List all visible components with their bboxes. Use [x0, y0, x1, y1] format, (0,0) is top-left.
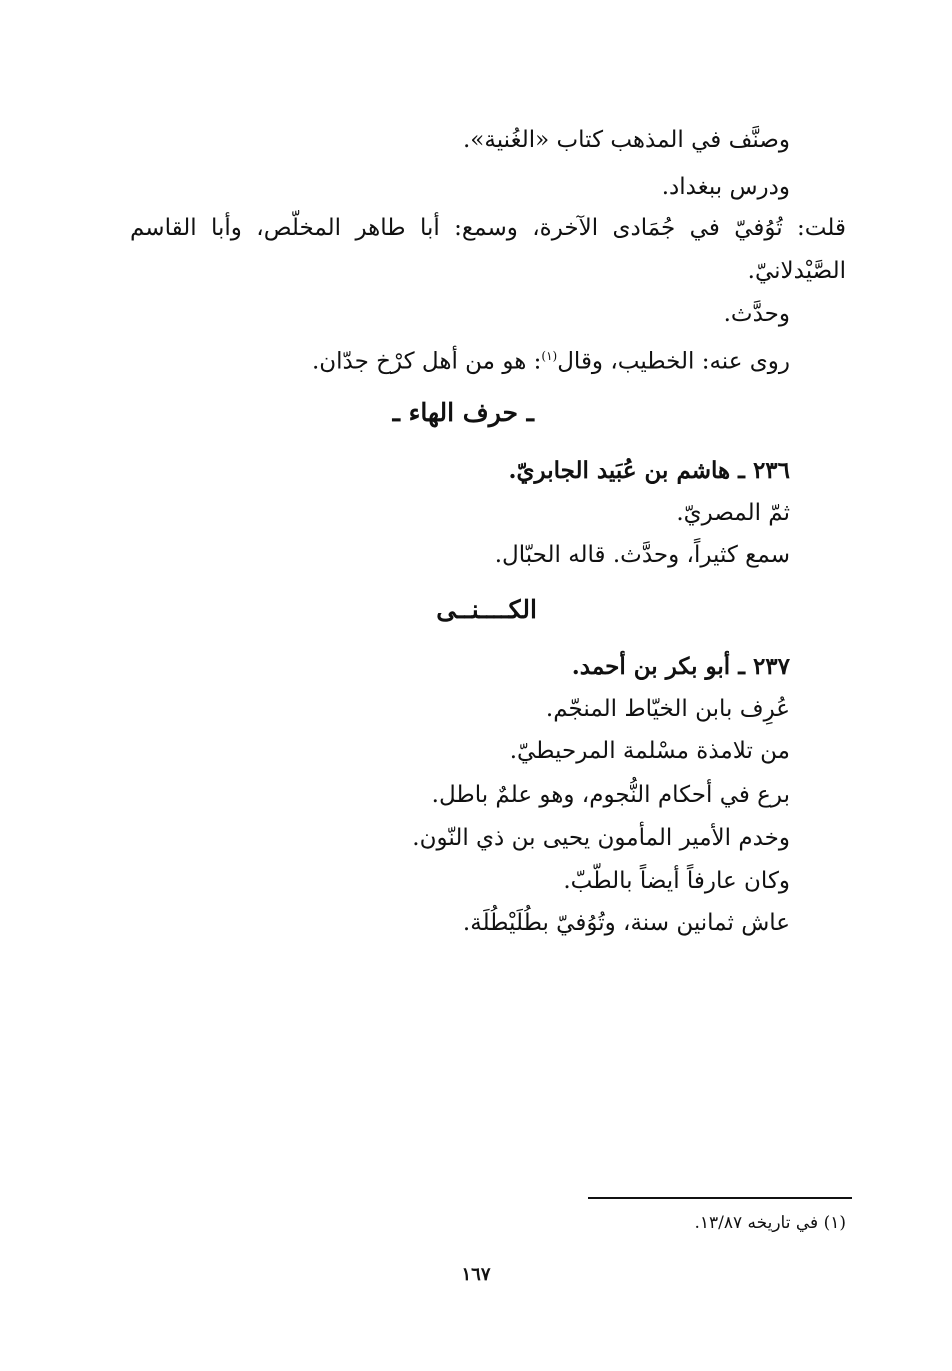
- entry-title: ٢٣٦ ـ هاشم بن عُبَيد الجابريّ.: [508, 457, 790, 484]
- section-heading: الكــــنــى: [436, 595, 537, 624]
- footnote: (١) في تاريخه ١٣/٨٧.: [694, 1213, 846, 1233]
- text-line: وصنَّف في المذهب كتاب «الغُنية».: [463, 127, 790, 153]
- text-line: عاش ثمانين سنة، وتُوُفيّ بطُلَيْطُلَة.: [462, 910, 790, 936]
- footnote-reference: (١): [541, 349, 558, 363]
- text-line: عُرِف بابن الخيّاط المنجّم.: [545, 696, 790, 722]
- text-line: الصَّيْدلانيّ.: [747, 258, 846, 284]
- text-line: من تلامذة مسْلمة المرحيطيّ.: [509, 738, 790, 764]
- text-line: قلت: تُوُفيّ في جُمَادى الآخرة، وسمع: أبا طاهر المخلّص، وأبا القاسم: [130, 215, 846, 241]
- page-number: ١٦٧: [461, 1264, 491, 1285]
- text-line: سمع كثيراً، وحدَّث. قاله الحبّال.: [494, 542, 790, 568]
- footnote-divider: [588, 1197, 852, 1199]
- entry-title: ٢٣٧ ـ أبو بكر بن أحمد.: [571, 653, 790, 680]
- text-line: وخدم الأمير المأمون يحيى بن ذي النّون.: [412, 825, 790, 851]
- text-line: ثمّ المصريّ.: [676, 500, 790, 526]
- text-line: وحدَّث.: [723, 301, 790, 327]
- text-line: وكان عارفاً أيضاً بالطّبّ.: [563, 868, 790, 894]
- text-line: ودرس ببغداد.: [661, 174, 790, 200]
- text-line-with-footnote-ref: [312, 339, 790, 379]
- section-heading: ـ حرف الهاء ـ: [392, 398, 534, 427]
- text-fragment: روى عنه: الخطيب، وقال: [557, 348, 790, 375]
- text-fragment: : هو من أهل كرْخ جدّان.: [311, 348, 542, 375]
- text-line: برع في أحكام النُّجوم، وهو علمٌ باطل.: [431, 782, 790, 808]
